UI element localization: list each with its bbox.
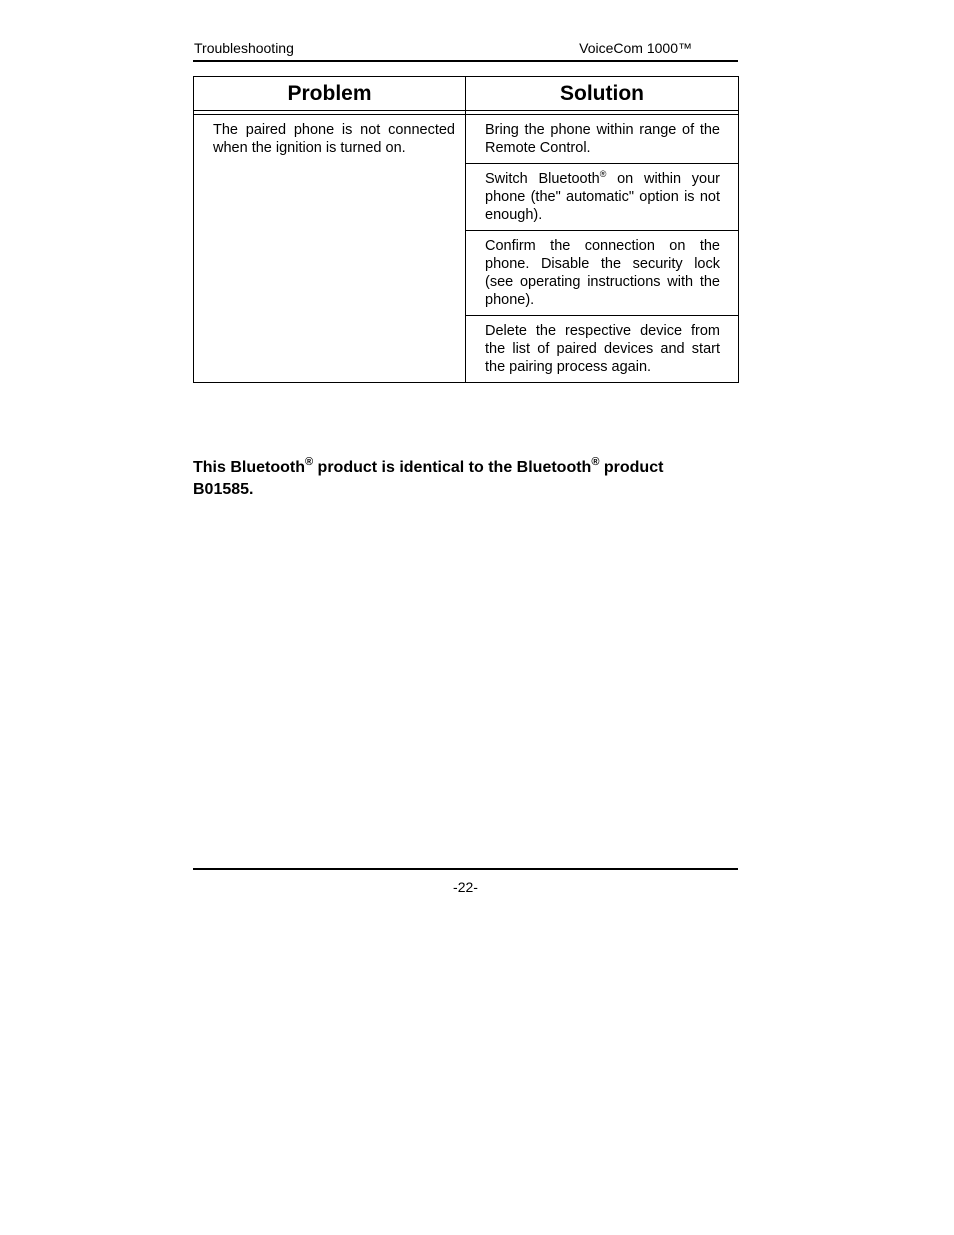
solution-text: Confirm the connection on the phone. Disable the security lock (see operating instructions with the phone). bbox=[485, 238, 720, 308]
compatibility-note bbox=[193, 457, 723, 501]
solution-cell bbox=[466, 164, 739, 231]
solution-text: on within your phone (the" automatic" option is not enough). bbox=[485, 171, 720, 223]
table-header-row bbox=[194, 77, 739, 111]
solution-text: Delete the respective device from the list of paired devices and start the pairing process again. bbox=[485, 323, 720, 375]
problem-cell: The paired phone is not connected when the ignition is turned on. bbox=[194, 115, 466, 383]
page-header bbox=[193, 40, 738, 62]
note-text: product is identical to the Bluetooth bbox=[313, 459, 592, 476]
solution-text: Bring the phone within range of the Remote Control. bbox=[485, 122, 720, 156]
solution-text: Switch Bluetooth bbox=[485, 171, 600, 187]
solution-cell bbox=[466, 316, 739, 383]
troubleshooting-table bbox=[193, 76, 739, 383]
solution-cell bbox=[466, 231, 739, 316]
registered-mark: ® bbox=[591, 456, 600, 468]
registered-mark: ® bbox=[304, 456, 314, 468]
solution-column-header: Solution bbox=[466, 77, 739, 111]
note-text: This Bluetooth bbox=[193, 459, 305, 476]
solution-cell bbox=[466, 115, 739, 164]
footer-divider bbox=[193, 868, 738, 870]
table-row bbox=[194, 115, 739, 164]
note-text: product B01585. bbox=[193, 459, 664, 498]
registered-mark: ® bbox=[599, 169, 607, 179]
section-title: Troubleshooting bbox=[194, 40, 294, 56]
page-number: -22- bbox=[453, 879, 478, 895]
problem-column-header: Problem bbox=[194, 77, 466, 111]
product-name: VoiceCom 1000™ bbox=[579, 40, 692, 56]
